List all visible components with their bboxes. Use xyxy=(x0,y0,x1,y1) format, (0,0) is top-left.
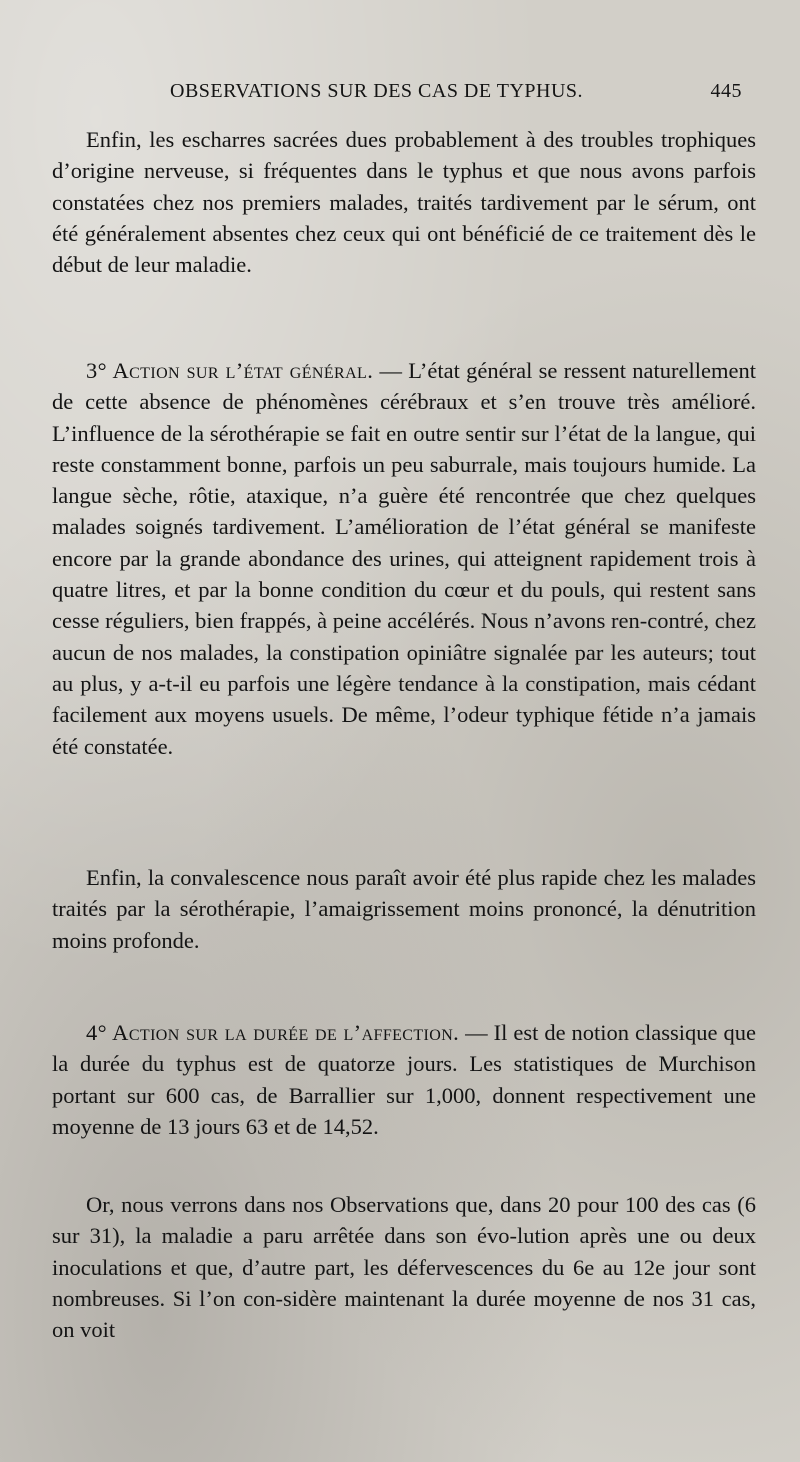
paragraph-text: — L’état général se ressent naturellement de cette absence de phénomènes cérébraux et s’en trouve très amélioré. L’influence de la sérothérapie se fait en outre sentir sur l’état de la langue, qui reste constamment bonne, parfois un peu saburrale, mais toujours humide. La langue sèche, rôtie, ataxique, n’a guère été rencontrée que chez quelques malades soignés tardivement. L’amélioration de l’état général se manifeste encore par la grande abondance des urines, qui atteignent rapidement trois à quatre litres, et par la bonne condition du cœur et du pouls, qui restent sans cesse réguliers, bien frappés, à peine accélérés. Nous n’avons ren-contré, chez aucun de nos malades, la constipation opiniâtre signalée par les auteurs; tout au plus, y a-t-il eu parfois une légère tendance à la constipation, mais cédant facilement aux moyens usuels. De même, l’odeur typhique fétide n’a jamais été constatée. xyxy=(52,358,756,759)
section-heading: 3° Action sur l’état général. xyxy=(86,358,374,383)
paragraph-text: Enfin, les escharres sacrées dues probablement à des troubles trophiques d’origine nerveuse, si fréquentes dans le typhus et que nous avons parfois constatées chez nos premiers malades, traités tardivement par le sérum, ont été généralement absentes chez ceux qui ont bénéficié de ce traitement dès le début de leur maladie. xyxy=(52,127,756,278)
paragraph-etat-general xyxy=(52,355,756,762)
running-title: OBSERVATIONS SUR DES CAS DE TYPHUS. xyxy=(170,80,584,102)
section-heading: 4° Action sur la durée de l’affection. xyxy=(86,1020,460,1045)
paragraph-text: Or, nous verrons dans nos Observations que, dans 20 pour 100 des cas (6 sur 31), la maladie a paru arrêtée dans son évo-lution après une ou deux inoculations et que, d’autre part, les défervescences du 6e au 12e jour sont nombreuses. Si l’on con-sidère maintenant la durée moyenne de nos 31 cas, on voit xyxy=(52,1192,756,1343)
paragraph-escharres xyxy=(52,124,756,280)
page-number: 445 xyxy=(710,80,742,102)
paragraph-observations xyxy=(52,1189,756,1345)
paragraph-text: Enfin, la convalescence nous paraît avoir été plus rapide chez les malades traités par la sérothérapie, l’amaigrissement moins prononcé, la dénutrition moins profonde. xyxy=(52,865,756,953)
paragraph-convalescence xyxy=(52,862,756,956)
paragraph-text: — Il est de notion classique que la durée du typhus est de quatorze jours. Les statistiques de Murchison portant sur 600 cas, de Barrallier sur 1,000, donnent respectivement une moyenne de 13 jours 63 et de 14,52. xyxy=(52,1020,756,1139)
running-head xyxy=(170,80,770,110)
paragraph-duree-affection xyxy=(52,1017,756,1142)
